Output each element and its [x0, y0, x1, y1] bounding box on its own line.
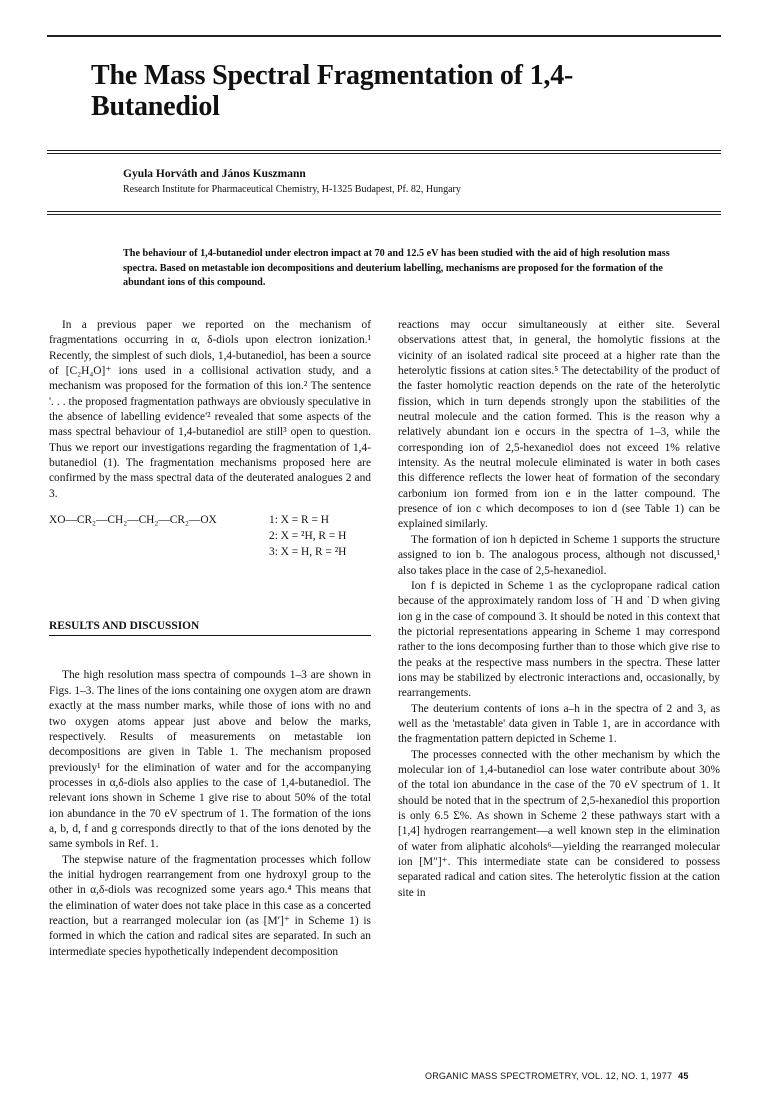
page-footer — [425, 1071, 689, 1081]
top-rule — [47, 35, 721, 37]
results-paragraph: The stepwise nature of the fragmentation processes which follow the initial hydrogen rearrangement from one hydroxyl group to the other in α,δ-diols was recognized some years ago.⁴ This means that the elimination of water does not take place in this case as a concerted reaction, but a rearranged molecular ion (as [M′]⁺ in Scheme 1) is formed in which the cation and radical sites are separated. In such an intermediate species hypothetically independent decomposition — [49, 853, 371, 958]
compound-1-definition: 1: X = R = H — [269, 514, 329, 527]
body-paragraph: Ion f is depicted in Scheme 1 as the cyclopropane radical cation because of the approximately random loss of ˙H and ˙D when giving ion g in the case of compound 3. It should be noted in this context that the pictorial representations appearing in Scheme 1 may correspond rather to the ions decomposing further than to those which give rise to the peaks at the respective mass numbers in the spectra. These latter ions may be stabilized by electronic interactions and, occasionally, by rearrangements. — [398, 579, 720, 700]
body-paragraph: The formation of ion h depicted in Scheme 1 supports the structure assigned to ion b. The analogous process, although not discussed,¹ also takes place in the case of 2,5-hexanediol. — [398, 533, 720, 577]
page-number: 45 — [678, 1071, 689, 1081]
left-column — [49, 318, 371, 960]
compound-formula — [49, 513, 371, 571]
body-paragraph: reactions may occur simultaneously at either site. Several observations attest that, in general, the homolytic fissions at the vicinity of an isolated radical site proceed at a higher rate than the heterolytic fissions at cation sites.⁵ The detectability of the product of the faster homolytic reaction depends on the rate of the heterolytic fission, which in turn depends strongly upon the stabilities of the neutral molecule and the cation formed. This is the reason why a relatively abundant ion e occurs in the spectra of 1–3, while the corresponding ion of 2,5-hexanediol does not exceed 1% relative intensity. As the neutral molecule eliminated is water in both cases this difference reflects the lower heat of formation of the secondary carbonium ion formed from ion e in the latter compound. The presence of ion c which decomposes to ion d (see Table 1) can be explained similarly. — [398, 319, 720, 531]
body-paragraph: The deuterium contents of ions a–h in the spectra of 2 and 3, as well as the 'metastable' data given in Table 1, are in accordance with the fragmentation pattern depicted in Scheme 1. — [398, 702, 720, 746]
compound-2-definition: 2: X = ²H, R = H — [269, 530, 347, 543]
authors: Gyula Horváth and János Kuszmann — [123, 168, 306, 180]
compound-3-definition: 3: X = H, R = ²H — [269, 546, 347, 559]
results-paragraph: The high resolution mass spectra of compounds 1–3 are shown in Figs. 1–3. The lines of the ions containing one oxygen atom are drawn exactly at the mass number marks, while those of ions with no and two oxygen atoms appear just above and below the marks, respectively. Results of measurements on metastable ion decompositions are given in Table 1. The mechanism proposed previously¹ for the elimination of water and for the accompanying processes in α,δ-diols also applies to the case of 1,4-butanediol. The relevant ions shown in Scheme 1 give rise to about 50% of the total ion abundance in the 70 eV spectrum of 1. The formation of the ions a, b, d, f and g corresponds directly to that of the ions denoted by the same symbols in Ref. 1. — [49, 669, 371, 851]
abstract: The behaviour of 1,4-butanediol under electron impact at 70 and 12.5 eV has been studied with the aid of high resolution mass spectra. Based on metastable ion decompositions and deuterium labelling, mechanisms are proposed for the formation of the abundant ions of this compound. — [123, 248, 670, 288]
affiliation-rule — [47, 211, 721, 212]
section-heading: RESULTS AND DISCUSSION — [49, 619, 371, 636]
affiliation: Research Institute for Pharmaceutical Chemistry, H-1325 Budapest, Pf. 82, Hungary — [123, 184, 461, 195]
right-column — [398, 318, 720, 901]
formula-chain: XO—CR₂—CH₂—CH₂—CR₂—OX — [49, 514, 217, 527]
title-rule — [47, 150, 721, 151]
intro-paragraph: In a previous paper we reported on the mechanism of fragmentations occurring in α, δ-diols upon electron ionization.¹ Recently, the simplest of such diols, 1,4-butanediol, has been a source of [C₂H₄O]⁺ ions used in a collisional activation study, and a mechanism was proposed for the formation of this ion.² The sentence '. . . the proposed fragmentation pathways are obviously speculative in the absence of labelling evidence'² revealed that some aspects of the mass spectral behaviour of 1,4-butanediol are still³ open to question. Thus we report our investigations regarding the fragmentation of 1,4-butanediol (1). The fragmentation mechanisms proposed here are confirmed by the mass spectral data of the deuterated analogues 2 and 3. — [49, 319, 371, 500]
journal-citation: ORGANIC MASS SPECTROMETRY, VOL. 12, NO. 1, 1977 — [425, 1071, 673, 1081]
article-title: The Mass Spectral Fragmentation of 1,4-Butanediol — [91, 60, 574, 122]
body-paragraph: The processes connected with the other mechanism by which the molecular ion of 1,4-butanediol can lose water contribute about 30% of the total ion abundance in the case of the 70 eV spectrum of 1. It should be noted that in the spectrum of 2,5-hexanediol this proportion is only 6.5 Σ%. As shown in Scheme 2 these pathways start with a [1,4] hydrogen rearrangement—a well known step in the elimination of water from aliphatic alcohols⁶—yielding the rearranged molecular ion [M″]⁺. This intermediate state can be considered to possess separated radical and cation sites. The heterolytic fission at the cation site in — [398, 748, 720, 899]
